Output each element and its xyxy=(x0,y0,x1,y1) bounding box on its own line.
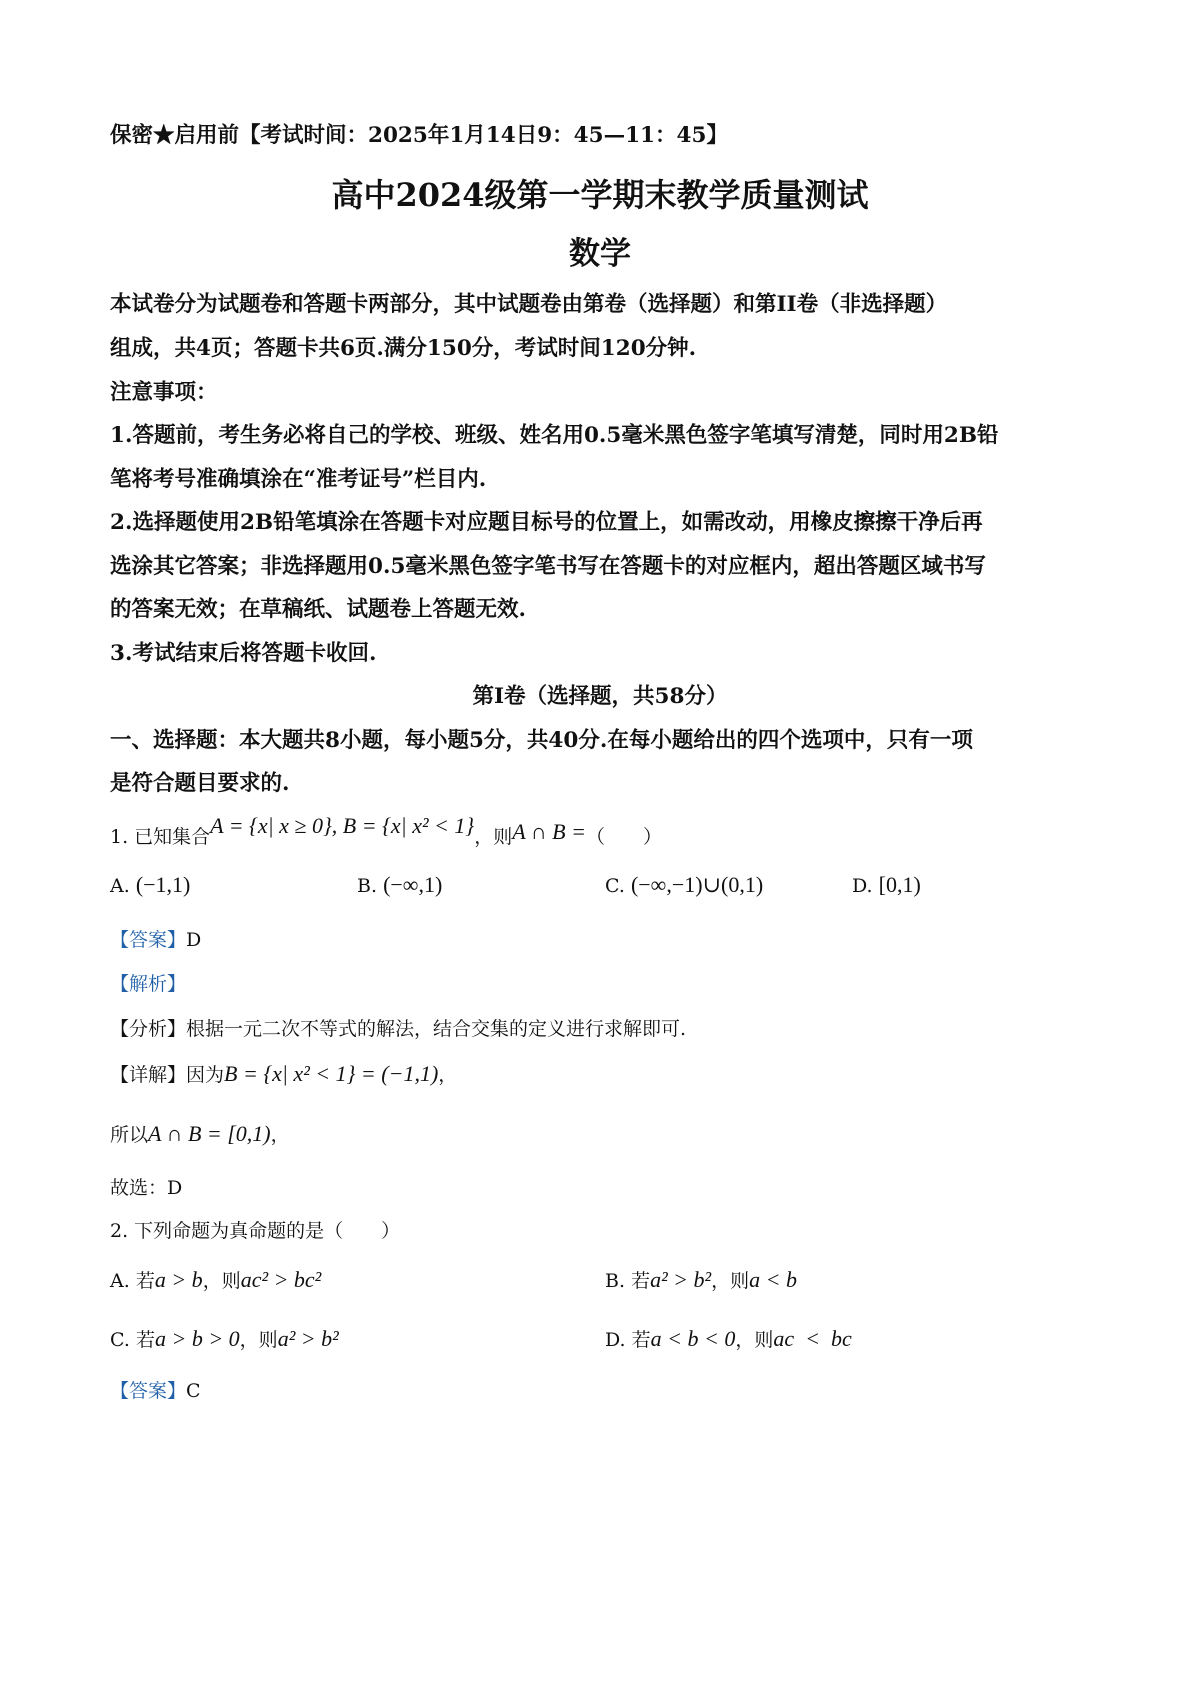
q1-option-b xyxy=(357,872,442,898)
q2-option-a xyxy=(110,1266,321,1293)
q1-prefix: 1. 已知集合 xyxy=(110,826,211,848)
option-label: B. xyxy=(357,875,378,897)
q1-guxuan: 故选：D xyxy=(110,1177,183,1199)
option-mid: ，则 xyxy=(202,1270,241,1292)
suoyi-post: ， xyxy=(270,1124,290,1146)
q1-fenxi-row xyxy=(110,1014,686,1041)
option-value: [0,1) xyxy=(878,872,921,897)
analysis-tag: 【解析】 xyxy=(110,973,187,995)
option-result: a² > b² xyxy=(277,1326,339,1351)
section-desc-line-2: 是符合题目要求的. xyxy=(110,771,290,796)
q2-answer: C xyxy=(186,1380,201,1402)
suoyi-math: A ∩ B = [0,1) xyxy=(148,1121,271,1146)
q1-option-c xyxy=(605,872,763,898)
option-result: ac² > bc² xyxy=(240,1267,322,1292)
q1-expression: A ∩ B = xyxy=(512,819,586,844)
fenxi-tag: 【分析】 xyxy=(110,1018,187,1040)
q1-blank: （ ） xyxy=(585,826,662,848)
option-label: D. xyxy=(852,875,873,897)
xiangjie-pre: 因为 xyxy=(186,1064,225,1086)
notice-1-line-2: 笔将考号准确填涂在“准考证号”栏目内. xyxy=(110,467,487,492)
q1-mid: ，则 xyxy=(474,826,513,848)
option-pre: 若 xyxy=(135,1329,155,1351)
answer-tag: 【答案】 xyxy=(110,1380,187,1402)
option-label: A. xyxy=(110,875,130,897)
intro-line-1: 本试卷分为试题卷和答题卡两部分，其中试题卷由第卷（选择题）和第II卷（非选择题） xyxy=(110,292,948,317)
option-value: (−∞,1) xyxy=(383,872,443,897)
q2-option-d xyxy=(605,1325,852,1352)
option-mid: ，则 xyxy=(735,1329,774,1351)
option-label: A. xyxy=(110,1270,130,1292)
option-cond: a > b xyxy=(154,1267,203,1292)
notice-2-line-3: 的答案无效；在草稿纸、试题卷上答题无效. xyxy=(110,597,526,622)
fenxi-text: 根据一元二次不等式的解法，结合交集的定义进行求解即可. xyxy=(186,1018,687,1040)
q2-answer-row xyxy=(110,1376,201,1403)
q1-suoyi-row xyxy=(110,1120,290,1147)
question-2-stem: 2. 下列命题为真命题的是（ ） xyxy=(110,1220,401,1242)
question-1-stem xyxy=(110,813,662,849)
option-label: C. xyxy=(605,875,625,897)
q1-xiangjie-row xyxy=(110,1060,457,1087)
option-value: (−1,1) xyxy=(135,872,191,897)
q1-option-a xyxy=(110,872,190,898)
answer-tag: 【答案】 xyxy=(110,929,187,951)
option-label: B. xyxy=(605,1270,626,1292)
q2-option-c xyxy=(110,1325,339,1352)
xiangjie-math: B = {x| x² < 1} = (−1,1) xyxy=(224,1061,439,1086)
option-cond: a² > b² xyxy=(650,1267,712,1292)
option-result: a < b xyxy=(749,1267,797,1292)
intro-line-2: 组成，共4页；答题卡共6页.满分150分，考试时间120分钟. xyxy=(110,336,697,361)
subject-title: 数学 xyxy=(569,236,631,272)
xiangjie-post: ， xyxy=(438,1064,458,1086)
secrecy-header: 保密★启用前【考试时间：2025年1月14日9：45—11：45】 xyxy=(110,123,728,148)
option-pre: 若 xyxy=(631,1270,651,1292)
option-pre: 若 xyxy=(631,1329,651,1351)
option-mid: ，则 xyxy=(711,1270,750,1292)
q1-set-definition: A = {x| x ≥ 0}, B = {x| x² < 1} xyxy=(210,813,475,838)
option-label: D. xyxy=(605,1329,626,1351)
section-desc-line-1: 一、选择题：本大题共8小题，每小题5分，共40分.在每小题给出的四个选项中，只有一项 xyxy=(110,728,973,753)
notice-2-line-1: 2.选择题使用2B铅笔填涂在答题卡对应题目标号的位置上，如需改动，用橡皮擦擦干净后再 xyxy=(110,510,983,535)
exam-title: 高中2024级第一学期末教学质量测试 xyxy=(331,176,869,214)
option-value: (−∞,−1)∪(0,1) xyxy=(630,872,764,897)
suoyi-pre: 所以 xyxy=(110,1124,149,1146)
notice-2-line-2: 选涂其它答案；非选择题用0.5毫米黑色签字笔书写在答题卡的对应框内，超出答题区域书写 xyxy=(110,554,986,579)
option-result: ac < bc xyxy=(773,1326,852,1351)
option-cond: a > b > 0 xyxy=(154,1326,240,1351)
q1-answer: D xyxy=(186,929,202,951)
notice-title: 注意事项： xyxy=(110,380,218,405)
q2-option-b xyxy=(605,1266,797,1293)
option-label: C. xyxy=(110,1329,130,1351)
part-one-title: 第I卷（选择题，共58分） xyxy=(472,684,728,709)
option-cond: a < b < 0 xyxy=(650,1326,736,1351)
notice-1-line-1: 1.答题前，考生务必将自己的学校、班级、姓名用0.5毫米黑色签字笔填写清楚，同时用2B铅 xyxy=(110,423,999,448)
xiangjie-tag: 【详解】 xyxy=(110,1064,187,1086)
notice-3: 3.考试结束后将答题卡收回. xyxy=(110,641,377,666)
option-mid: ，则 xyxy=(239,1329,278,1351)
q1-analysis-row xyxy=(110,969,186,996)
option-pre: 若 xyxy=(135,1270,155,1292)
q1-option-d xyxy=(852,872,921,898)
q1-answer-row xyxy=(110,925,201,952)
